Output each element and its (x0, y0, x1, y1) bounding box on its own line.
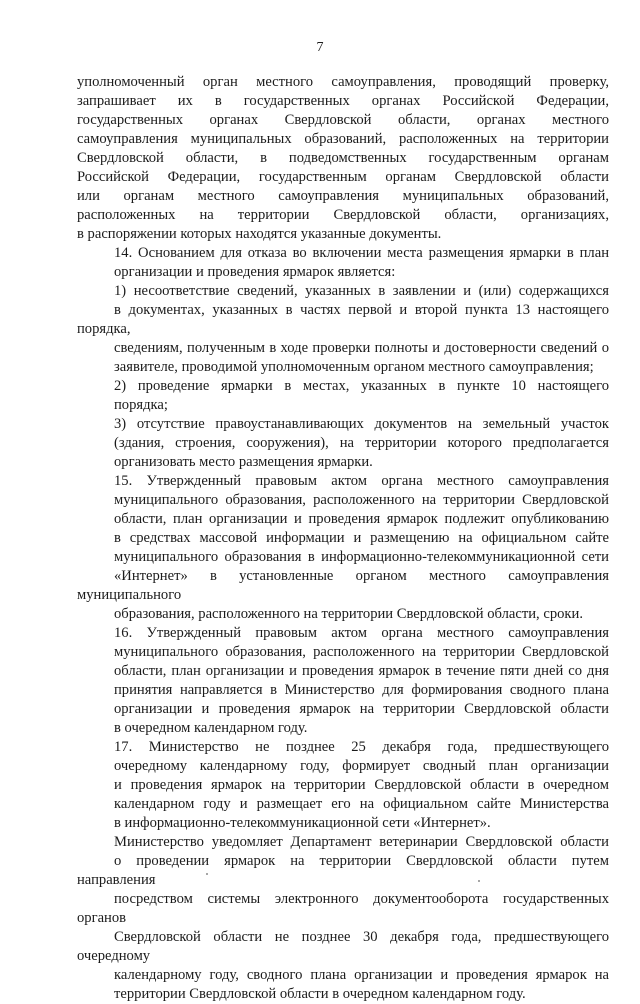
text-line: области, план организации и проведения ярмарок в течение пяти дней со дня (114, 663, 609, 679)
text-line: или органам местного самоуправления муниципальных образований, (77, 188, 609, 204)
paragraph (77, 282, 609, 377)
scan-speck (478, 880, 480, 882)
text-line: муниципального образования, расположенного на территории Свердловской (114, 644, 609, 660)
text-line: календарному году, сводного плана организации и проведения ярмарок на (114, 967, 609, 983)
text-line: заявителе, проводимой уполномоченным органом местного самоуправления; (114, 359, 594, 375)
paragraph (77, 738, 609, 833)
text-line: 16. Утвержденный правовым актом органа местного самоуправления (114, 625, 609, 641)
paragraph (77, 833, 609, 1004)
text-line: в распоряжении которых находятся указанные документы. (77, 226, 442, 242)
page-number: 7 (316, 40, 324, 55)
text-line: в информационно-телекоммуникационной сети «Интернет». (114, 815, 491, 831)
text-line: Министерство уведомляет Департамент ветеринарии Свердловской области (114, 834, 609, 850)
document-body (77, 73, 609, 1004)
text-line: Российской Федерации, государственным органам Свердловской области (77, 169, 609, 185)
text-line: организации и проведения ярмарок является: (114, 264, 396, 280)
text-line: посредством системы электронного документооборота государственных органов (77, 891, 609, 926)
text-line: сведениям, полученным в ходе проверки полноты и достоверности сведений о (114, 340, 609, 356)
text-line: 14. Основанием для отказа во включении места размещения ярмарки в план (114, 245, 609, 261)
paragraph (77, 624, 609, 738)
text-line: организации и проведения ярмарок на территории Свердловской области (114, 701, 609, 717)
text-line: 17. Министерство не позднее 25 декабря года, предшествующего (114, 739, 609, 755)
text-line: очередному календарному году, формирует сводный план организации (114, 758, 609, 774)
text-line: «Интернет» в установленные органом местного самоуправления муниципального (77, 568, 609, 603)
text-line: в очередном календарном году. (114, 720, 308, 736)
text-line: 15. Утвержденный правовым актом органа местного самоуправления (114, 473, 609, 489)
paragraph (77, 244, 609, 282)
text-line: Свердловской области не позднее 30 декабря года, предшествующего очередному (77, 929, 609, 964)
text-line: 3) отсутствие правоустанавливающих документов на земельный участок (114, 416, 609, 432)
text-line: порядка; (114, 397, 168, 413)
text-line: и проведения ярмарок на территории Свердловской области в очередном (114, 777, 609, 793)
text-line: муниципального образования, расположенного на территории Свердловской (114, 492, 609, 508)
text-line: муниципального образования в информационно-телекоммуникационной сети (114, 549, 609, 565)
text-line: календарном году и размещает его на официальном сайте Министерства (114, 796, 609, 812)
paragraph (77, 377, 609, 415)
text-line: расположенных на территории Свердловской области, организациях, (77, 207, 609, 223)
text-line: государственных органах Свердловской области, органах местного (77, 112, 609, 128)
paragraph (77, 73, 609, 244)
text-line: 1) несоответствие сведений, указанных в заявлении и (или) содержащихся (114, 283, 609, 299)
text-line: Свердловской области, в подведомственных государственным органам (77, 150, 609, 166)
paragraph (77, 472, 609, 624)
text-line: самоуправления муниципальных образований, расположенных на территории (77, 131, 609, 147)
text-line: области, план организации и проведения ярмарок подлежит опубликованию (114, 511, 609, 527)
text-line: принятия направляется в Министерство для формирования сводного плана (114, 682, 609, 698)
text-line: уполномоченный орган местного самоуправления, проводящий проверку, (77, 74, 609, 90)
text-line: образования, расположенного на территории Свердловской области, сроки. (114, 606, 583, 622)
scan-speck (206, 873, 208, 875)
text-line: запрашивает их в государственных органах Российской Федерации, (77, 93, 609, 109)
text-line: в средствах массовой информации и размещению на официальном сайте (114, 530, 609, 546)
text-line: о проведении ярмарок на территории Свердловской области путем направления (77, 853, 609, 888)
paragraph (77, 415, 609, 472)
text-line: в документах, указанных в частях первой и второй пункта 13 настоящего порядка, (77, 302, 609, 337)
text-line: организовать место размещения ярмарки. (114, 454, 373, 470)
text-line: 2) проведение ярмарки в местах, указанных в пункте 10 настоящего (114, 378, 609, 394)
text-line: (здания, строения, сооружения), на территории которого предполагается (114, 435, 609, 451)
text-line: территории Свердловской области в очередном календарном году. (114, 986, 526, 1002)
